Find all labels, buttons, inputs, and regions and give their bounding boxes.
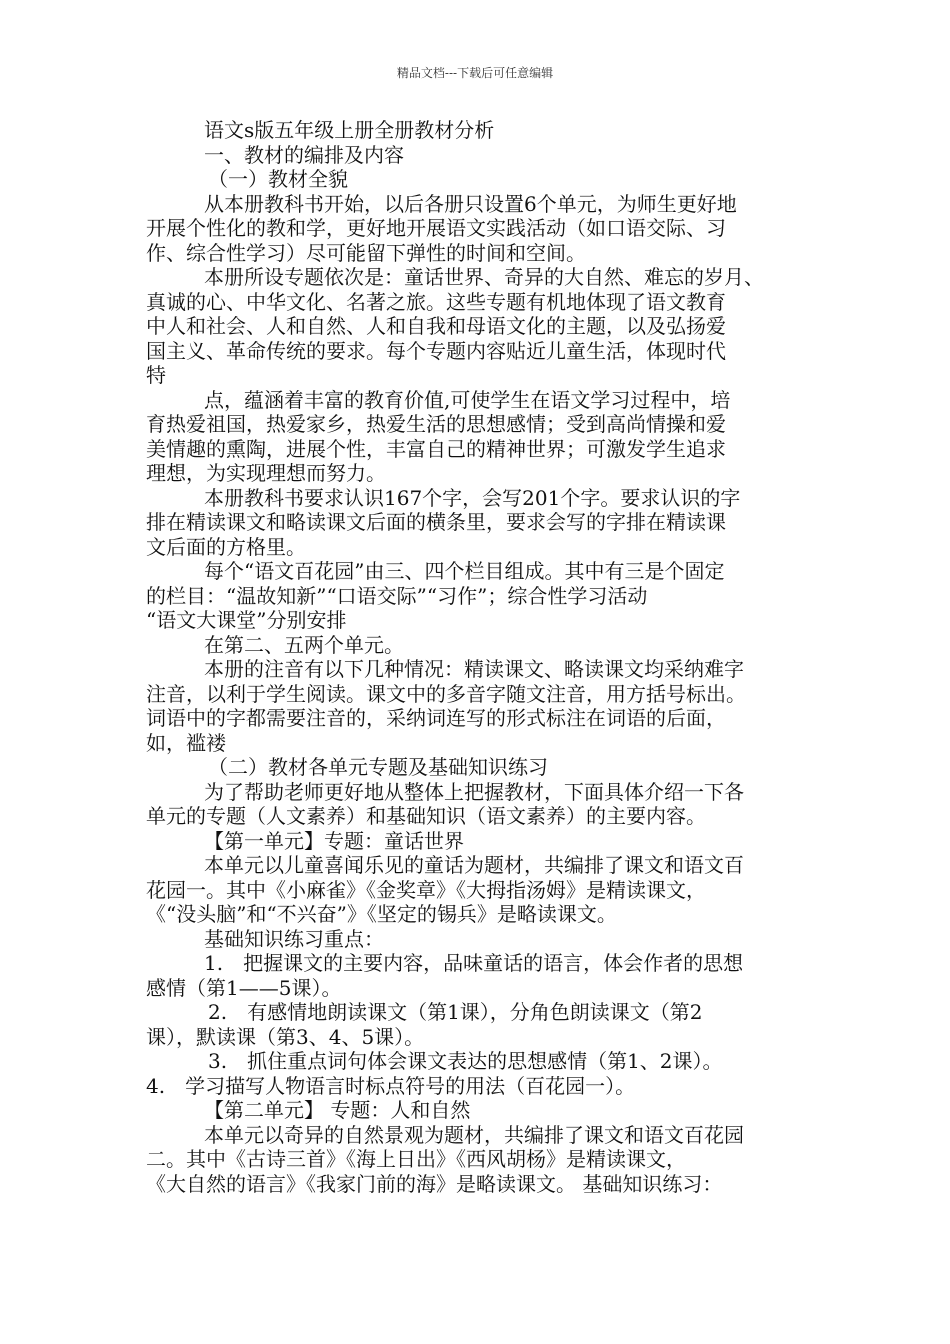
paragraph-line: 育热爱祖国，热爱家乡，热爱生活的思想感情；受到高尚情操和爱 bbox=[146, 412, 726, 436]
paragraph-line: 《“没头脑”和“不兴奋”》《坚定的锡兵》是略读课文。 bbox=[146, 902, 617, 926]
paragraph-line: 理想，为实现理想而努力。 bbox=[146, 461, 386, 485]
subsection-heading: （二）教材各单元专题及基础知识练习 bbox=[208, 755, 548, 779]
paragraph-line: 从本册教科书开始，以后各册只设置6个单元，为师生更好地 bbox=[204, 191, 737, 216]
subsection-heading: （一）教材全貌 bbox=[208, 167, 348, 191]
paragraph-line: 《大自然的语言》《我家门前的海》是略读课文。 基础知识练习： bbox=[146, 1171, 723, 1196]
paragraph-line: 特 bbox=[146, 363, 166, 387]
paragraph-line: 点，蕴涵着丰富的教育价值,可使学生在语文学习过程中，培 bbox=[204, 387, 731, 412]
paragraph-line: 如，褴褛 bbox=[146, 730, 226, 755]
paragraph-line: 文后面的方格里。 bbox=[146, 534, 306, 559]
list-item-continuation: 感情（第1——5课）。 bbox=[146, 975, 342, 1000]
paragraph-line: 本单元以儿童喜闻乐见的童话为题材，共编排了课文和语文百 bbox=[204, 853, 744, 877]
list-item: 4. 学习描写人物语言时标点符号的用法（百花园一）。 bbox=[146, 1073, 636, 1098]
unit-heading: 【第一单元】专题：童话世界 bbox=[204, 828, 464, 853]
paragraph-line: 花园一。其中《小麻雀》《金奖章》《大拇指汤姆》是精读课文， bbox=[146, 877, 706, 902]
paragraph-line: 作、综合性学习）尽可能留下弹性的时间和空间。 bbox=[146, 240, 586, 265]
paragraph-line: 美情趣的熏陶，进展个性，丰富自己的精神世界；可激发学生追求 bbox=[146, 436, 726, 461]
paragraph-line: 本单元以奇异的自然景观为题材，共编排了课文和语文百花园 bbox=[204, 1122, 744, 1147]
page-header: 精品文档---下载后可任意编辑 bbox=[396, 66, 554, 80]
list-item-continuation: 课），默读课（第3、4、5课）。 bbox=[146, 1024, 425, 1049]
paragraph-line: 本册所设专题依次是：童话世界、奇异的大自然、难忘的岁月、 bbox=[204, 265, 764, 289]
paragraph-line: 本册教科书要求认识167个字，会写201个字。要求认识的字 bbox=[204, 485, 741, 510]
paragraph-line: 的栏目：“温故知新”“口语交际”“习作”；综合性学习活动 bbox=[146, 583, 648, 608]
paragraph-line: 国主义、革命传统的要求。每个专题内容贴近儿童生活，体现时代 bbox=[146, 338, 726, 363]
paragraph-line: “语文大课堂”分别安排 bbox=[146, 608, 347, 632]
paragraph-line: 中人和社会、人和自然、人和自我和母语文化的主题，以及弘扬爱 bbox=[146, 314, 726, 338]
unit-heading: 【第二单元】 专题：人和自然 bbox=[204, 1098, 471, 1122]
list-item: 1. 把握课文的主要内容，品味童话的语言，体会作者的思想 bbox=[204, 951, 744, 975]
paragraph-line: 排在精读课文和略读课文后面的横条里，要求会写的字排在精读课 bbox=[146, 510, 726, 534]
document-body bbox=[146, 118, 826, 1196]
paragraph-line: 真诚的心、中华文化、名著之旅。这些专题有机地体现了语文教育 bbox=[146, 289, 726, 314]
list-item: 3. 抓住重点词句体会课文表达的思想感情（第1、2课）。 bbox=[208, 1049, 723, 1073]
paragraph-line: 基础知识练习重点： bbox=[204, 926, 384, 951]
paragraph-line: 词语中的字都需要注音的，采纳词连写的形式标注在词语的后面， bbox=[146, 706, 726, 730]
paragraph-line: 在第二、五两个单元。 bbox=[204, 632, 404, 657]
list-item: 2. 有感情地朗读课文（第1课），分角色朗读课文（第2 bbox=[208, 1000, 703, 1024]
paragraph-line: 开展个性化的教和学，更好地开展语文实践活动（如口语交际、习 bbox=[146, 216, 726, 240]
paragraph-line: 为了帮助老师更好地从整体上把握教材，下面具体介绍一下各 bbox=[204, 779, 744, 804]
paragraph-line: 单元的专题（人文素养）和基础知识（语文素养）的主要内容。 bbox=[146, 804, 706, 828]
paragraph-line: 本册的注音有以下几种情况：精读课文、略读课文均采纳难字 bbox=[204, 657, 744, 681]
paragraph-line: 注音，以利于学生阅读。课文中的多音字随文注音，用方括号标出。 bbox=[146, 681, 746, 706]
section-heading: 一、教材的编排及内容 bbox=[204, 142, 404, 167]
paragraph-line: 每个“语文百花园”由三、四个栏目组成。其中有三是个固定 bbox=[204, 559, 725, 583]
paragraph-line: 二。其中《古诗三首》《海上日出》《西风胡杨》是精读课文， bbox=[146, 1147, 686, 1171]
document-title: 语文s版五年级上册全册教材分析 bbox=[204, 118, 495, 142]
